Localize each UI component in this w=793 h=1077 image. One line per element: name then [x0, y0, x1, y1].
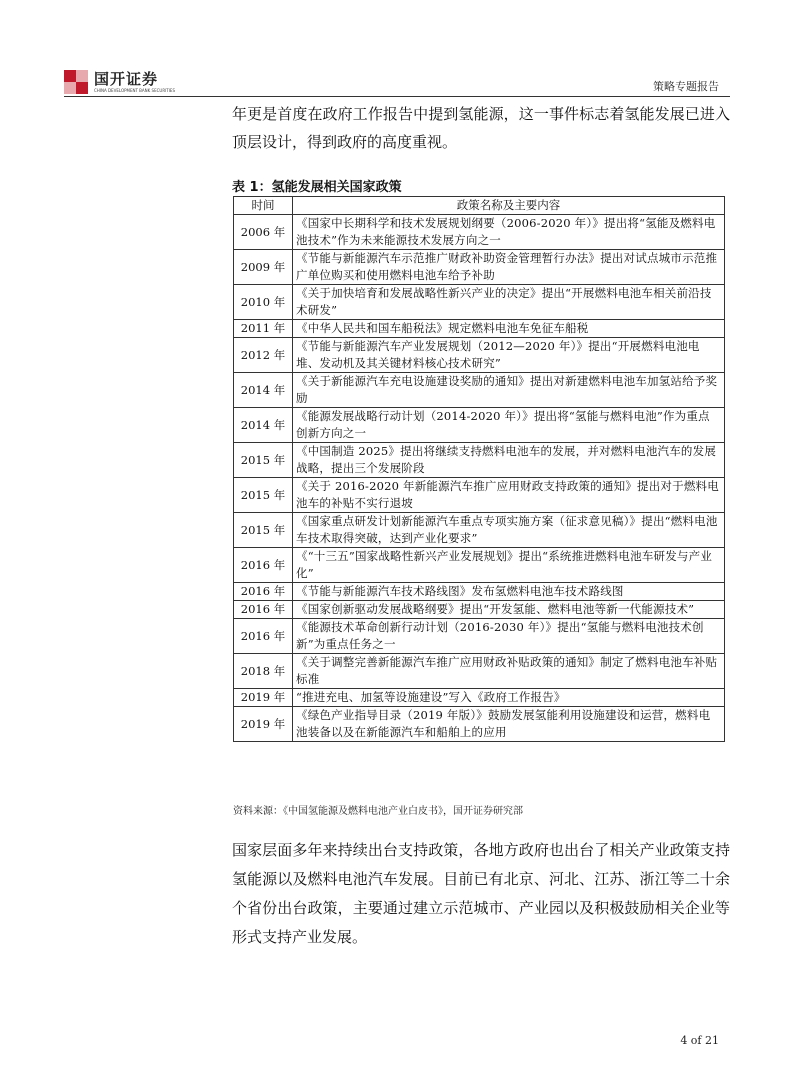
policy-year: 2015 年 [234, 478, 293, 513]
policy-year: 2018 年 [234, 654, 293, 689]
table-row [234, 601, 725, 619]
table-row [234, 707, 725, 742]
policy-year: 2006 年 [234, 215, 293, 250]
policy-content: 《国家中长期科学和技术发展规划纲要（2006-2020 年）》提出将“氢能及燃料电池技术”作为未来能源技术发展方向之一 [293, 215, 725, 250]
policy-content: 《能源发展战略行动计划（2014-2020 年）》提出将“氢能与燃料电池”作为重点创新方向之一 [293, 408, 725, 443]
table-header-row [234, 197, 725, 215]
table-row [234, 408, 725, 443]
policy-content: 《关于新能源汽车充电设施建设奖励的通知》提出对新建燃料电池车加氢站给予奖励 [293, 373, 725, 408]
policy-table-body [234, 215, 725, 742]
policy-content: 《绿色产业指导目录（2019 年版）》鼓励发展氢能利用设施建设和运营，燃料电池装备以及在新能源汽车和船舶上的应用 [293, 707, 725, 742]
policy-content: 《关于调整完善新能源汽车推广应用财政补贴政策的通知》制定了燃料电池车补贴标准 [293, 654, 725, 689]
policy-year: 2012 年 [234, 338, 293, 373]
header-year: 时间 [234, 197, 293, 215]
policy-content: 《节能与新能源汽车示范推广财政补助资金管理暂行办法》提出对试点城市示范推广单位购买和使用燃料电池车给予补助 [293, 250, 725, 285]
policy-table [233, 196, 725, 742]
table-row [234, 338, 725, 373]
table-row [234, 443, 725, 478]
policy-content: 《关于 2016-2020 年新能源汽车推广应用财政支持政策的通知》提出对于燃料电池车的补贴不实行退坡 [293, 478, 725, 513]
policy-year: 2019 年 [234, 689, 293, 707]
table-row [234, 320, 725, 338]
table-row [234, 689, 725, 707]
policy-year: 2019 年 [234, 707, 293, 742]
logo-mark-icon [64, 70, 88, 94]
closing-paragraph: 国家层面多年来持续出台支持政策，各地方政府也出台了相关产业政策支持氢能源以及燃料电池汽车发展。目前已有北京、河北、江苏、浙江等二十余个省份出台政策，主要通过建立示范城市、产业园以及积极鼓励相关企业等形式支持产业发展。 [232, 841, 730, 946]
policy-content: 《节能与新能源汽车技术路线图》发布氢燃料电池车技术路线图 [293, 583, 725, 601]
table-row [234, 285, 725, 320]
policy-content: 《能源技术革命创新行动计划（2016-2030 年）》提出“氢能与燃料电池技术创新”为重点任务之一 [293, 619, 725, 654]
company-name-cn: 国开证券 [94, 69, 159, 88]
policy-content: 《关于加快培育和发展战略性新兴产业的决定》提出“开展燃料电池车相关前沿技术研发” [293, 285, 725, 320]
policy-year: 2014 年 [234, 408, 293, 443]
table-row [234, 548, 725, 583]
page-number: 4 of 21 [680, 1034, 719, 1047]
company-name-en: CHINA DEVELOPMENT BANK SECURITIES [94, 87, 175, 93]
table-row [234, 513, 725, 548]
policy-year: 2014 年 [234, 373, 293, 408]
policy-year: 2015 年 [234, 443, 293, 478]
policy-content: 《中国制造 2025》提出将继续支持燃料电池车的发展，并对燃料电池汽车的发展战略，提出三个发展阶段 [293, 443, 725, 478]
table-source: 资料来源：《中国氢能源及燃料电池产业白皮书》，国开证券研究部 [233, 806, 523, 817]
policy-content: 《中华人民共和国车船税法》规定燃料电池车免征车船税 [293, 320, 725, 338]
header-content: 政策名称及主要内容 [293, 197, 725, 215]
policy-year: 2016 年 [234, 548, 293, 583]
policy-year: 2011 年 [234, 320, 293, 338]
table-title: 表 1：氢能发展相关国家政策 [232, 180, 402, 195]
policy-content: 《国家创新驱动发展战略纲要》提出“开发氢能、燃料电池等新一代能源技术” [293, 601, 725, 619]
report-type-label: 策略专题报告 [653, 80, 719, 93]
table-row [234, 478, 725, 513]
policy-content: 《国家重点研发计划新能源汽车重点专项实施方案（征求意见稿）》提出“燃料电池车技术取得突破，达到产业化要求” [293, 513, 725, 548]
header-divider [64, 96, 730, 97]
table-row [234, 215, 725, 250]
policy-year: 2010 年 [234, 285, 293, 320]
policy-year: 2015 年 [234, 513, 293, 548]
policy-content: 《节能与新能源汽车产业发展规划（2012—2020 年）》提出“开展燃料电池电堆、发动机及其关键材料核心技术研究” [293, 338, 725, 373]
company-logo [64, 70, 175, 94]
policy-content: 《“十三五”国家战略性新兴产业发展规划》提出“系统推进燃料电池车研发与产业化” [293, 548, 725, 583]
policy-year: 2009 年 [234, 250, 293, 285]
table-row [234, 373, 725, 408]
table-row [234, 583, 725, 601]
table-row [234, 619, 725, 654]
intro-paragraph: 年更是首度在政府工作报告中提到氢能源，这一事件标志着氢能发展已进入顶层设计，得到政府的高度重视。 [232, 105, 730, 151]
policy-content: “推进充电、加氢等设施建设”写入《政府工作报告》 [293, 689, 725, 707]
table-row [234, 654, 725, 689]
page-header [0, 0, 793, 100]
policy-year: 2016 年 [234, 601, 293, 619]
table-row [234, 250, 725, 285]
policy-year: 2016 年 [234, 583, 293, 601]
policy-year: 2016 年 [234, 619, 293, 654]
